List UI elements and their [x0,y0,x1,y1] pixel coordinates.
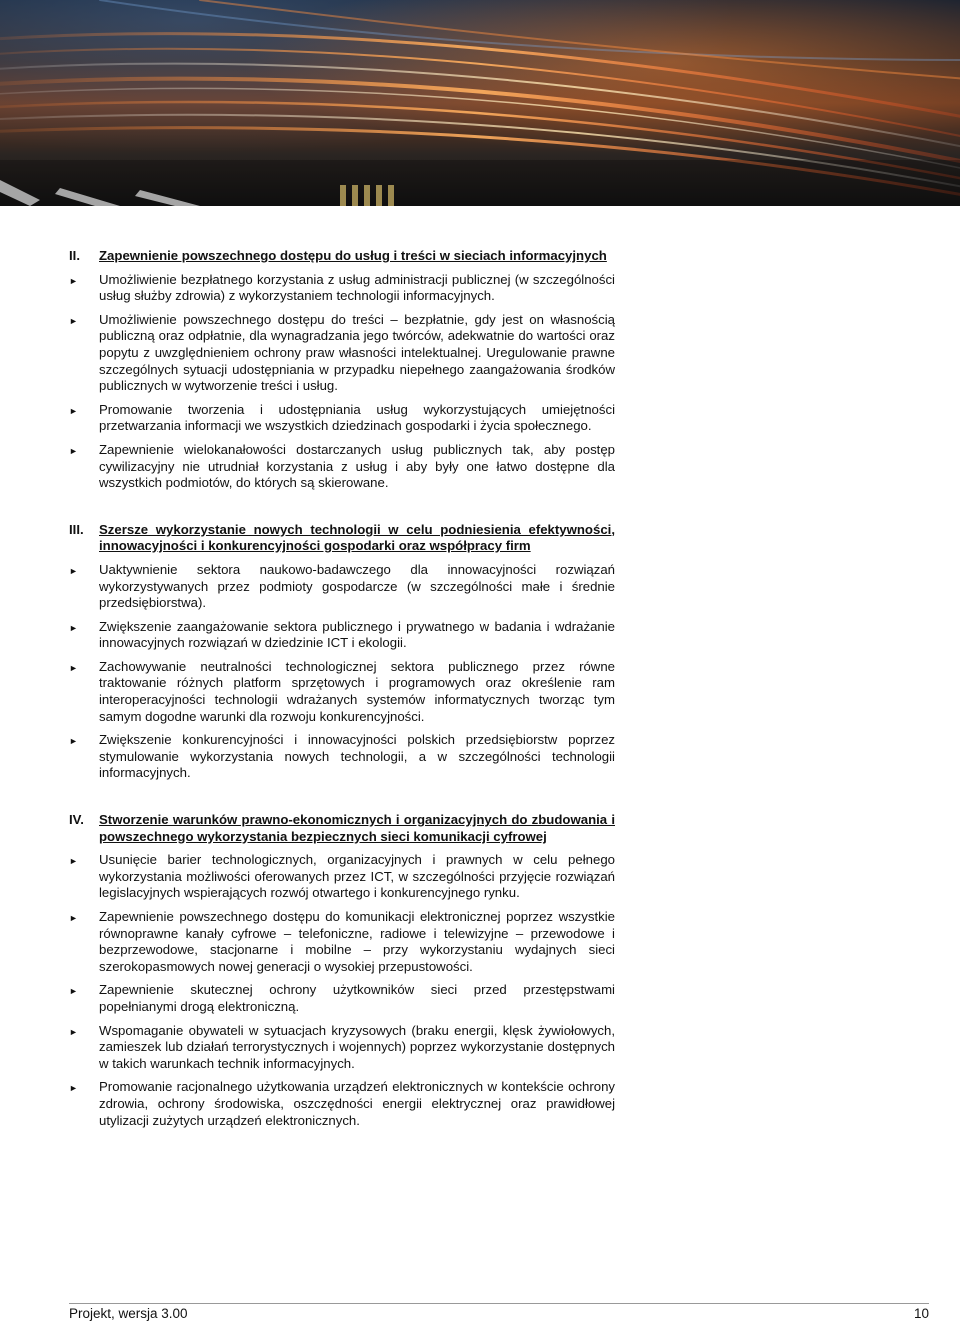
triangle-bullet-icon: ► [69,856,78,867]
list-item [69,562,615,612]
list-item [69,1079,615,1129]
section-title: Szersze wykorzystanie nowych technologii w celu podniesienia efektywności, innowacyjności i konkurencyjności gospodarki oraz współpracy firm [99,521,615,554]
list-item-text: Uaktywnienie sektora naukowo-badawczego dla innowacyjności rozwiązań wykorzystywanych przez podmioty gospodarcze (w szczególności małe i średnie przedsiębiorstwa). [99,561,615,611]
list-item [69,619,615,652]
section-ii [69,248,615,492]
list-item-text: Umożliwienie powszechnego dostępu do treści – bezpłatnie, gdy jest on własnością publiczną oraz odpłatnie, dla wynagradzania jego twórców, adekwatnie do wartości oraz popytu z uwzględnieniem ochrony praw własności intelektualnej. Uregulowanie prawne szczególnych sytuacji udostępniania w przypadku niepełnego zaangażowania środków publicznych w wytworzenie treści i usług. [99,311,615,394]
page-number: 10 [913,1306,929,1321]
triangle-bullet-icon: ► [69,565,78,576]
list-item [69,272,615,305]
list-item-text: Wspomaganie obywateli w sytuacjach kryzysowych (braku energii, klęsk żywiołowych, zamieszek lub działań terrorystycznych i wojennych) poprzez wykorzystanie dostępnych w takich warunkach technik informacyjnych. [99,1022,615,1071]
triangle-bullet-icon: ► [69,736,78,747]
section-number: II. [69,248,80,263]
footer-version: Projekt, wersja 3.00 [69,1306,188,1321]
section-iii [69,522,615,782]
triangle-bullet-icon: ► [69,445,78,456]
list-item-text: Promowanie tworzenia i udostępniania usług wykorzystujących umiejętności przetwarzania informacji we wszystkich dziedzinach gospodarki i życia społecznego. [99,401,615,434]
footer-rule [69,1303,929,1304]
list-item-text: Usunięcie barier technologicznych, organizacyjnych i prawnych w celu pełnego wykorzystania możliwości oferowanych przez ICT, w szczególności przyjęcie rozwiązań legislacyjnych wspierających rozwój otwartego i konkurencyjnego rynku. [99,852,615,901]
section-iv [69,812,615,1129]
list-item-text: Zwiększenie konkurencyjności i innowacyjności polskich przedsiębiorstw poprzez stymulowanie wykorzystania nowych technologii, a w szczególności technologii informacyjnych. [99,732,615,781]
triangle-bullet-icon: ► [69,662,78,673]
triangle-bullet-icon: ► [69,1083,78,1094]
triangle-bullet-icon: ► [69,1026,78,1037]
list-item-text: Promowanie racjonalnego użytkowania urządzeń elektronicznych w kontekście ochrony zdrowia, ochrony środowiska, oszczędności energii elektrycznej oraz prawidłowej utylizacji zużytych urządzeń elektronicznych. [99,1079,615,1128]
list-item-text: Zapewnienie skutecznej ochrony użytkowników sieci przed przestępstwami popełnianymi drogą elektroniczną. [99,982,615,1014]
triangle-bullet-icon: ► [69,622,78,633]
light-trails-graphic [0,0,960,206]
bullet-list [69,852,615,1129]
list-item [69,732,615,782]
list-item-text: Umożliwienie bezpłatnego korzystania z usług administracji publicznej (w szczególności usług służby zdrowia) z wykorzystaniem technologii informacyjnych. [99,271,615,304]
section-title: Zapewnienie powszechnego dostępu do usług i treści w sieciach informacyjnych [99,248,607,263]
bullet-list [69,272,615,492]
section-number: III. [69,521,84,537]
list-item [69,982,615,1015]
list-item [69,659,615,725]
list-item-text: Zachowywanie neutralności technologicznej sektora publicznego przez równe traktowanie różnych platform sprzętowych i programowych oraz określenie ram interoperacyjności technologii wdrażanych systemów informatycznych tworząc tym samym dogodne warunki dla rozwoju konkurencyjności. [99,658,615,724]
bullet-list [69,562,615,782]
document-body [69,248,615,1144]
list-item-text: Zapewnienie powszechnego dostępu do komunikacji elektronicznej poprzez wszystkie równoprawne kanały cyfrowe – telefoniczne, radiowe i telewizyjne – przewodowe i bezprzewodowe, stacjonarne i mobilne – przy wykorzystaniu wydajnych sieci szerokopasmowych nowej generacji o wysokiej przepustowości. [99,909,615,974]
section-heading [69,812,615,845]
list-item [69,312,615,395]
triangle-bullet-icon: ► [69,315,78,326]
list-item-text: Zwiększenie zaangażowanie sektora publicznego i prywatnego w badania i wdrażanie innowacyjnych rozwiązań w dziedzinie ICT i ekologii. [99,618,615,651]
triangle-bullet-icon: ► [69,986,78,997]
header-banner-image [0,0,960,206]
list-item [69,852,615,902]
triangle-bullet-icon: ► [69,913,78,923]
list-item [69,442,615,492]
section-number: IV. [69,812,84,828]
triangle-bullet-icon: ► [69,275,78,286]
list-item [69,1023,615,1073]
list-item [69,909,615,975]
triangle-bullet-icon: ► [69,405,78,416]
section-heading [69,248,615,265]
list-item-text: Zapewnienie wielokanałowości dostarczanych usług publicznych tak, aby postęp cywilizacyjny nie utrudniał korzystania z usług i aby były one łatwo dostępne dla wszystkich podmiotów, do których są skierowane. [99,441,615,491]
section-heading [69,522,615,555]
list-item [69,402,615,435]
section-title: Stworzenie warunków prawno-ekonomicznych i organizacyjnych do zbudowania i powszechnego wykorzystania bezpiecznych sieci komunikacji cyfrowej [99,812,615,844]
